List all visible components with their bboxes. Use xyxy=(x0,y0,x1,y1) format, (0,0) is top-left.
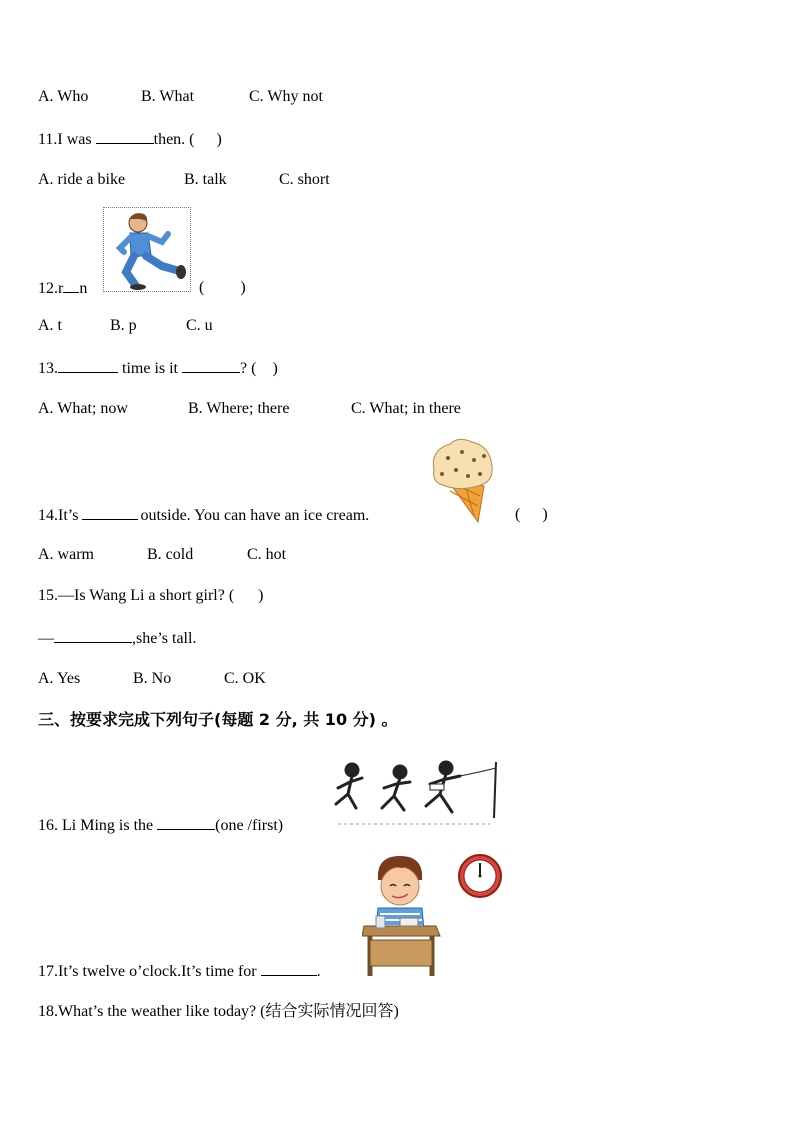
q17-text: 17.It’s twelve o’clock.It’s time for xyxy=(38,963,257,980)
q14-paren-close: ) xyxy=(542,506,548,523)
q12-option-c: C. u xyxy=(186,317,213,334)
q11-blank[interactable] xyxy=(96,129,154,144)
q14-question xyxy=(38,505,369,526)
q11-text-before: I was xyxy=(57,131,92,148)
q13-text-after: ? ( xyxy=(240,360,257,377)
q14-option-c: C. hot xyxy=(247,546,287,563)
q15-question xyxy=(38,586,263,606)
q11-option-c: C. short xyxy=(279,171,330,188)
q14-text-before: It’s xyxy=(58,507,79,524)
q10-options xyxy=(38,87,323,107)
race-runners-image xyxy=(330,758,504,828)
q10-option-b: B. What xyxy=(141,88,195,105)
q14-text-after: outside. You can have an ice cream. xyxy=(140,507,370,524)
q15-option-b: B. No xyxy=(133,670,172,687)
q15-answer xyxy=(38,628,196,649)
q11-text-after: then. ( xyxy=(153,131,195,148)
q14-option-a: A. warm xyxy=(38,546,94,563)
q17-period: . xyxy=(316,963,321,980)
q11-options xyxy=(38,170,330,190)
q12-blank[interactable] xyxy=(63,278,79,293)
q15-blank[interactable] xyxy=(54,628,132,643)
q17-question xyxy=(38,961,321,982)
q16-question xyxy=(38,815,283,836)
q15-text: —Is Wang Li a short girl? ( xyxy=(58,587,235,604)
q14-blank[interactable] xyxy=(82,505,138,520)
q13-blank-1[interactable] xyxy=(58,358,118,373)
q10-option-c: C. Why not xyxy=(249,88,323,105)
q11-paren-close: ) xyxy=(216,131,222,148)
q15-answer-after: ,she’s tall. xyxy=(132,630,197,647)
q13-option-c: C. What; in there xyxy=(351,400,461,417)
q15-number: 15. xyxy=(38,587,58,604)
q11-number: 11. xyxy=(38,131,58,148)
q15-option-a: A. Yes xyxy=(38,670,81,687)
q14-number: 14. xyxy=(38,507,58,524)
q13-number: 13. xyxy=(38,360,58,377)
q13-text-mid: time is it xyxy=(122,360,178,377)
q16-text-before: Li Ming is the xyxy=(62,817,154,834)
q12-option-b: B. p xyxy=(110,317,137,334)
q13-options xyxy=(38,399,461,419)
q14-paren-open: ( xyxy=(515,506,521,523)
q15-answer-dash: — xyxy=(38,630,54,647)
q11-option-b: B. talk xyxy=(184,171,227,188)
q12-number: 12. xyxy=(38,280,58,297)
q12-options xyxy=(38,316,213,336)
q16-number: 16. xyxy=(38,817,58,834)
q15-paren-close: ) xyxy=(258,587,264,604)
q16-hint: (one /first) xyxy=(215,817,284,834)
q12-question xyxy=(38,278,87,299)
q13-option-b: B. Where; there xyxy=(188,400,290,417)
q13-paren-close: ) xyxy=(272,360,278,377)
q14-option-b: B. cold xyxy=(147,546,194,563)
q14-answer-paren xyxy=(515,505,548,525)
q15-option-c: C. OK xyxy=(224,670,266,687)
q15-options xyxy=(38,669,266,689)
q16-blank[interactable] xyxy=(157,815,215,830)
q14-options xyxy=(38,545,286,565)
ice-cream-cone-image xyxy=(428,436,496,524)
q12-answer-paren xyxy=(199,278,246,298)
q10-option-a: A. Who xyxy=(38,88,89,105)
q11-question xyxy=(38,129,222,150)
q12-option-a: A. t xyxy=(38,317,62,334)
q12-paren-open: ( xyxy=(199,279,205,296)
running-boy-image xyxy=(103,207,191,292)
q12-word-end: n xyxy=(79,280,88,297)
boy-eating-lunch-image xyxy=(362,852,508,980)
section-3-heading: 三、按要求完成下列句子(每题 2 分, 共 10 分) 。 xyxy=(38,710,398,729)
q12-word-start: r xyxy=(58,280,64,297)
q13-blank-2[interactable] xyxy=(182,358,240,373)
q11-option-a: A. ride a bike xyxy=(38,171,126,188)
q17-blank[interactable] xyxy=(261,961,317,976)
q13-option-a: A. What; now xyxy=(38,400,128,417)
q13-question xyxy=(38,358,278,379)
q18-question: 18.What’s the weather like today? (结合实际情况回答) xyxy=(38,1003,399,1020)
q12-paren-close: ) xyxy=(240,279,246,296)
